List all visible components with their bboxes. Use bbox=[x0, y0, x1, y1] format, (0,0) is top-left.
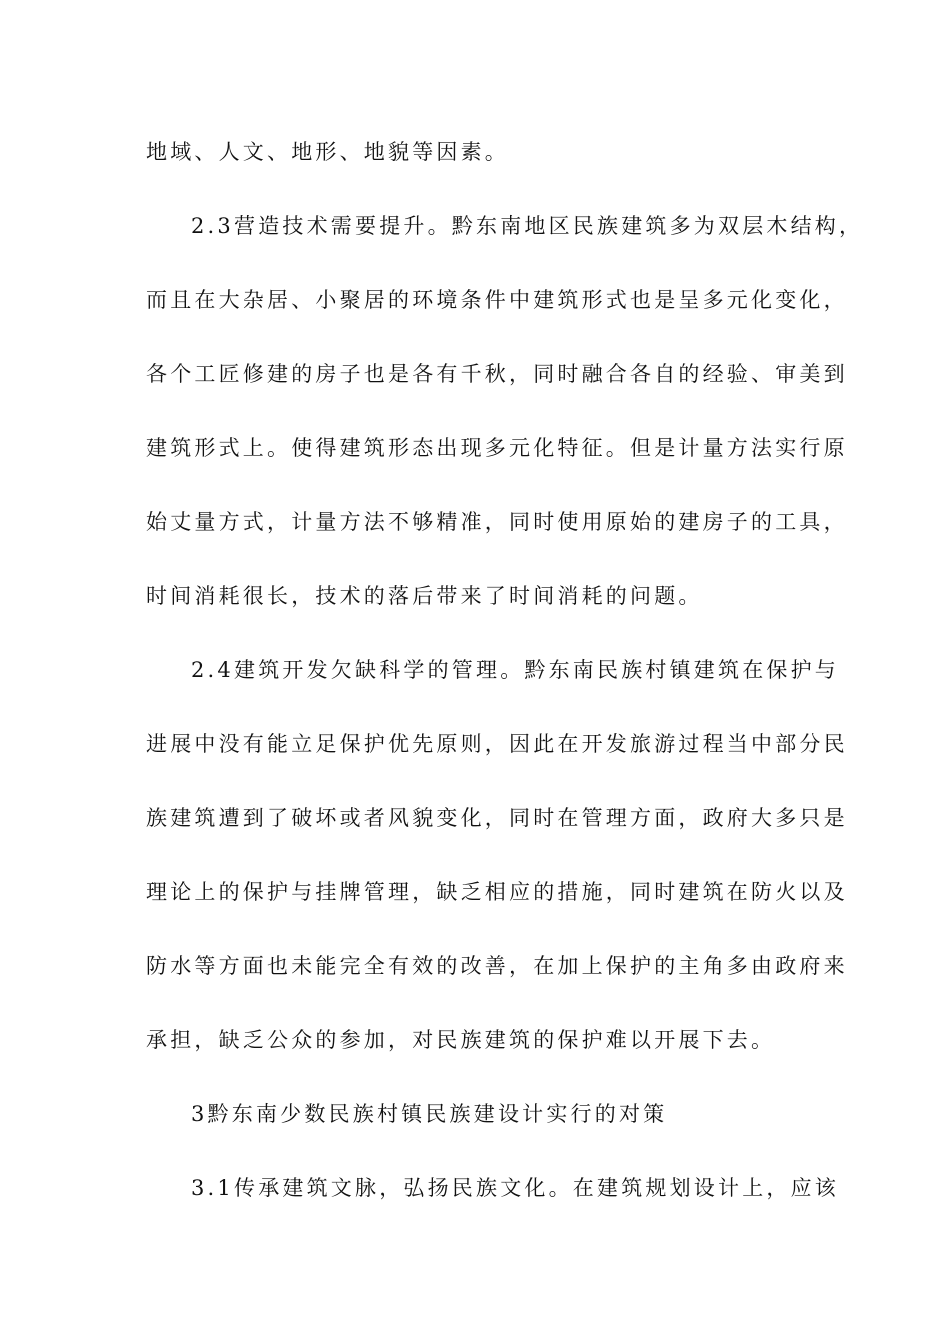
paragraph-line: 而且在大杂居、小聚居的环境条件中建筑形式也是呈多元化变化， bbox=[146, 288, 848, 312]
paragraph-line: 防水等方面也未能完全有效的改善，在加上保护的主角多由政府来 bbox=[146, 954, 848, 978]
paragraph-line: 承担，缺乏公众的参加，对民族建筑的保护难以开展下去。 bbox=[146, 1028, 776, 1052]
paragraph-line: 2.3营造技术需要提升。黔东南地区民族建筑多为双层木结构， bbox=[191, 214, 864, 238]
paragraph-line: 进展中没有能立足保护优先原则，因此在开发旅游过程当中部分民 bbox=[146, 732, 848, 756]
paragraph-line: 2.4建筑开发欠缺科学的管理。黔东南民族村镇建筑在保护与 bbox=[191, 658, 839, 682]
paragraph-line: 3.1传承建筑文脉，弘扬民族文化。在建筑规划设计上，应该 bbox=[191, 1176, 839, 1200]
section-heading: 3黔东南少数民族村镇民族建设计实行的对策 bbox=[191, 1102, 668, 1126]
paragraph-line: 理论上的保护与挂牌管理，缺乏相应的措施，同时建筑在防火以及 bbox=[146, 880, 848, 904]
paragraph-line: 地域、人文、地形、地貌等因素。 bbox=[146, 140, 509, 164]
paragraph-line: 各个工匠修建的房子也是各有千秋，同时融合各自的经验、审美到 bbox=[146, 362, 848, 386]
paragraph-line: 始丈量方式，计量方法不够精准，同时使用原始的建房子的工具， bbox=[146, 510, 848, 534]
paragraph-line: 族建筑遭到了破坏或者风貌变化，同时在管理方面，政府大多只是 bbox=[146, 806, 848, 830]
paragraph-line: 建筑形式上。使得建筑形态出现多元化特征。但是计量方法实行原 bbox=[146, 436, 848, 460]
paragraph-line: 时间消耗很长，技术的落后带来了时间消耗的问题。 bbox=[146, 584, 703, 608]
